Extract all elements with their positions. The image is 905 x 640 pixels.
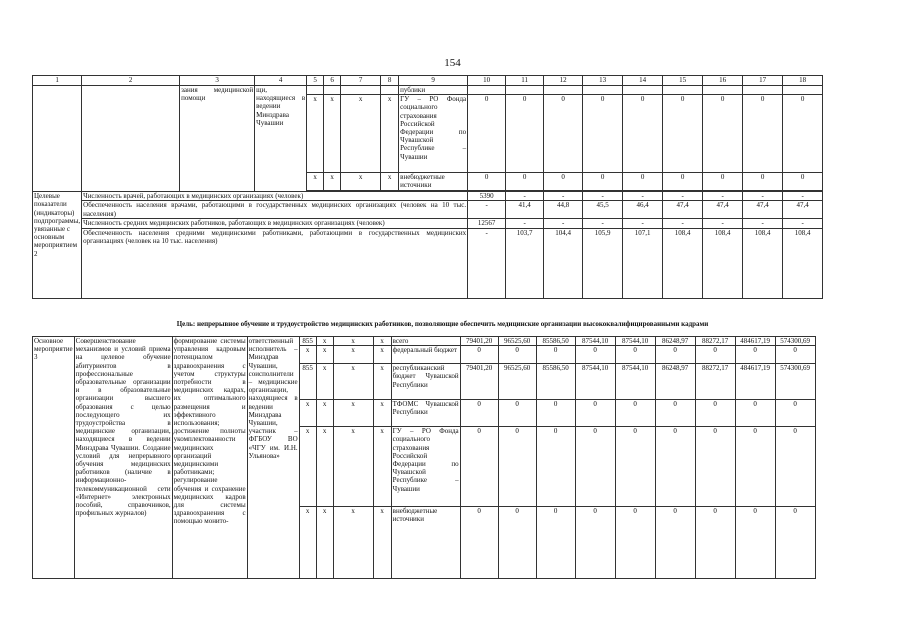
cell-col9: публики [399,86,468,95]
header-cell: 7 [341,76,381,86]
event-description: Совершенствование механизмов и условий приема на целевое обучение абитуриентов в профессиональные образовательные организации и в образовательные организации высшего образования с целью последующего их трудоустройства в медицинские организации, находящиеся в ведении Минздрава Чувашии. Создание условий для непрерывного обучения медицинских работников (наличие в информационно-телекоммуникационной сети «Интернет» электронных пособий, справочников, профильных журналов) [74,337,172,579]
table-row: 855 х х х республиканский бюджет Чувашской Республики 79401,20 96525,60 85586,50 87544,10 87544,10 86248,97 88272,17 484617,19 574300,69 [33,364,816,400]
header-cell: 13 [583,76,623,86]
header-cell: 4 [255,76,307,86]
cell-col3: зания медицинской помощи [180,86,255,192]
header-cell: 8 [381,76,399,86]
event-title: Основное мероприятие 3 [33,337,75,579]
indicator-row: Обеспеченность населения врачами, работающими в государственных медицинских организациях (человек на 10 тыс. населения) - 41,4 44,8 45,5 46,4 47,4 47,4 47,4 47,4 [33,201,823,219]
header-cell: 16 [703,76,743,86]
header-cell: 17 [743,76,783,86]
header-cell: 18 [783,76,823,86]
header-cell: 6 [324,76,341,86]
table-row: х х х х ГУ – РО Фонда социального страхования Российской Федерации по Чувашской Республике – Чувашии 0 0 0 0 0 0 0 0 0 [33,95,823,173]
table-row: х х х х внебюджетные источники 0 0 0 0 0 0 0 0 0 [33,173,823,191]
header-cell: 9 [399,76,468,86]
header-cell: 12 [544,76,583,86]
header-cell: 5 [307,76,324,86]
indicators-label: Целевые показатели (индикаторы) подпрограммы, увязанные с основным мероприятием 2 [33,192,82,298]
indicator-row: Численность средних медицинских работников, работающих в медицинских организациях (человек) 12567 - - - - - - - - [33,219,823,228]
header-cell: 2 [82,76,180,86]
header-cell: 1 [33,76,82,86]
budget-table-continued [32,75,823,299]
table-row: х х х х федеральный бюджет 0 0 0 0 0 0 0 0 0 [33,346,816,364]
table-row: Основное мероприятие 3 Совершенствование механизмов и условий приема на целевое обучение абитуриентов в профессиональные образовательные организации и в образовательные организации высшего образования с целью последующего их трудоустройства в медицинские организации, находящиеся в ведении Минздрава Чувашии. Создание условий для непрерывного обучения медицинских работников (наличие в информационно-телекоммуникационной сети «Интернет» электронных пособий, справочников, профильных журналов) формирование системы управления кадровым потенциалом здравоохранения с учетом структуры потребности в медицинских кадрах, их оптимального размещения и эффективного использования; достижение полноты укомплектованности медицинских организаций медицинскими работниками; регулирование обучения и сохранение медицинских кадров для системы здравоохранения с помощью монито- ответственный исполнитель – Минздрав Чувашии, соисполнители – медицинские организации, находящиеся в ведении Минздрава Чувашии, участник – ФГБОУ ВО «ЧГУ им. И.Н. Ульянова» 855 х х х всего 79401,20 96525,60 85586,50 87544,10 87544,10 86248,97 88272,17 484617,19 574300,69 [33,337,816,346]
event3-table [32,336,816,579]
cell-col4: щи, находящиеся в ведении Минздрава Чувашии [255,86,307,192]
table-row: х х х х ГУ – РО Фонда социального страхования Российской Федерации по Чувашской Республике – Чувашии 0 0 0 0 0 0 0 0 0 [33,427,816,507]
header-cell: 14 [623,76,663,86]
event-executor: ответственный исполнитель – Минздрав Чувашии, соисполнители – медицинские организации, находящиеся в ведении Минздрава Чувашии, участник – ФГБОУ ВО «ЧГУ им. И.Н. Ульянова» [247,337,299,579]
header-cell: 3 [180,76,255,86]
goal-heading: Цель: непрерывное обучение и трудоустройство медицинских работников, позволяющие обеспечить медицинские организации высококвалифицированными кадрами [176,320,709,328]
table-row: х х х х ТФОМС Чувашской Республики 0 0 0 0 0 0 0 0 0 [33,400,816,427]
table-row [33,86,823,95]
header-cell: 11 [506,76,544,86]
header-row [33,76,823,86]
header-cell: 10 [468,76,506,86]
page-number: 154 [444,57,461,69]
indicator-row: Обеспеченность населения средними медицинскими работниками, работающими в государственных медицинских организациях (человек на 10 тыс. населения) - 103,7 104,4 105,9 107,1 108,4 108,4 108,4 108,4 [33,228,823,298]
indicator-row: Целевые показатели (индикаторы) подпрограммы, увязанные с основным мероприятием 2 Численность врачей, работающих в медицинских организациях (человек) 5390 - - - - - - - - [33,192,823,201]
event-result: формирование системы управления кадровым потенциалом здравоохранения с учетом структуры потребности в медицинских кадрах, их оптимального размещения и эффективного использования; достижение полноты укомплектованности медицинских организаций медицинскими работниками; регулирование обучения и сохранение медицинских кадров для системы здравоохранения с помощью монито- [172,337,247,579]
table-row: х х х х внебюджетные источники 0 0 0 0 0 0 0 0 0 [33,507,816,579]
header-cell: 15 [663,76,703,86]
